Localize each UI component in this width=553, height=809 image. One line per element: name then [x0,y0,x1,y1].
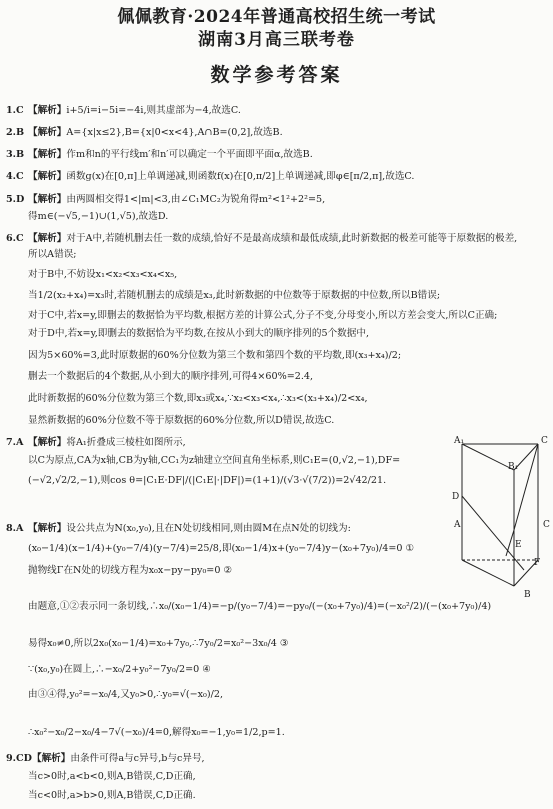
analysis-tag: 【解析】 [28,149,67,160]
answer-text: 由题意,①②表示同一条切线,∴x₀/(x₀−1/4)=−p/(y₀−7/4)=−py₀/(−(x₀+7y₀)/4)=(−x₀²/2)/(−(x₀+7y₀)/4) [28,601,492,612]
answer-text: ∵(x₀,y₀)在圆上,∴−x₀/2+y₀²−7y₀/2=0 ④ [28,664,211,675]
answer-text: 对于A中,若随机删去任一数的成绩,恰好不是最高成绩和最低成绩,此时新数据的极差可能等于原数据的极差, [66,233,518,244]
answer-line [28,688,223,701]
answer-text: i+5/i=i−5i=−4i,则其虚部为−4,故选C. [66,105,241,116]
answer-text: ∴x₀²−x₀/2−x₀/4−7√(−x₀)/4=0,解得x₀=−1,y₀=1/2,p=1. [28,727,285,738]
answer-line [6,193,325,206]
answer-text: 对于B中,不妨设x₁<x₂<x₃<x₄<x₅, [28,269,178,280]
question-number: 9.CD [6,753,32,764]
answer-line [28,248,77,261]
answer-line [6,436,186,449]
answer-line [28,414,334,427]
question-number: 4.C [6,171,24,182]
answer-line [28,789,196,802]
question-number: 2.B [6,127,25,138]
answer-line [28,770,196,783]
answer-line [28,474,386,487]
answer-line [28,600,491,613]
prism-figure [452,438,552,608]
question-number: 8.A [6,523,24,534]
figure-vertex-label: A [454,520,461,530]
header-line-1: 佩佩教育·2024年普通高校招生统一考试 [117,7,436,27]
figure-vertex-label: B [524,590,531,600]
answer-text: 以C为原点,CA为x轴,CB为y轴,CC₁为z轴建立空间直角坐标系,则C₁E=(0,√2,−1),DF= [28,455,401,466]
answer-line [6,126,283,139]
page-title: 数学参考答案 [210,64,343,86]
answer-line [28,392,368,405]
answer-line [28,210,168,223]
analysis-tag: 【解析】 [31,753,71,764]
figure-vertex-label: C [543,520,550,530]
answer-line [6,522,351,535]
answer-line [28,327,369,340]
figure-vertex-label: A₁ [454,436,465,446]
question-number: 5.D [6,194,25,205]
answer-text: 将A₁折叠成三棱柱如图所示, [66,437,186,448]
answer-line [6,752,205,765]
question-number: 3.B [6,149,25,160]
analysis-tag: 【解析】 [28,233,67,244]
answer-line [28,542,414,555]
answer-text: 由③④得,y₀²=−x₀/4,又y₀>0,∴y₀=√(−x₀)/2, [28,689,223,700]
analysis-tag: 【解析】 [28,127,67,138]
answer-line [6,104,241,117]
question-number: 7.A [6,437,24,448]
figure-vertex-label: D [452,492,460,502]
answer-line [28,454,400,467]
answer-text: 因为5×60%=3,此时原数据的60%分位数为第三个数和第四个数的平均数,即(x₃+x₄)/2; [28,350,402,361]
analysis-tag: 【解析】 [28,194,67,205]
answer-text: 当c<0时,a>b>0,则A,B错误,C,D正确. [28,790,196,801]
header-line-2: 湖南3月高三联考卷 [198,30,355,50]
question-number: 6.C [6,233,24,244]
answer-text: 显然新数据的60%分位数不等于原数据的60%分位数,所以D错误,故选C. [28,415,335,426]
answer-line [28,309,497,322]
answer-text: 由条件可得a与c异号,b与c异号, [70,753,205,764]
analysis-tag: 【解析】 [28,437,67,448]
question-number: 1.C [6,105,24,116]
answer-text: 抛物线Γ在N处的切线方程为x₀x−py−py₀=0 ② [28,565,233,576]
figure-vertex-label: B₁ [508,462,519,472]
analysis-tag: 【解析】 [28,171,67,182]
answer-text: 当c>0时,a<b<0,则A,B错误,C,D正确, [28,771,196,782]
answer-text: 设公共点为N(x₀,y₀),且在N处切线相同,则由圆M在点N处的切线为: [66,523,351,534]
answer-line [28,370,313,383]
answer-text: 所以A错误; [28,249,77,260]
figure-vertex-label: C [541,436,548,446]
answer-line [6,232,517,245]
answer-text: 当1/2(x₂+x₄)=x₃时,若随机删去的成绩是x₃,此时新数据的中位数等于原数据的中位数,所以B错误; [28,290,441,301]
analysis-tag: 【解析】 [28,523,67,534]
answer-text: 作m和n的平行线m′和n′可以确定一个平面即平面α,故选B. [66,149,313,160]
answer-text: (x₀−1/4)(x−1/4)+(y₀−7/4)(y−7/4)=25/8,即(x₀−1/4)x+(y₀−7/4)y−(x₀+7y₀)/4=0 ① [28,543,415,554]
answer-text: 由两圆相交得1<|m|<3,由∠C₁MC₂为锐角得m²<1²+2²=5, [66,194,326,205]
answer-line [28,726,285,739]
analysis-tag: 【解析】 [28,105,67,116]
answer-line [28,637,289,650]
answer-text: 删去一个数据后的4个数据,从小到大的顺序排列,可得4×60%=2.4, [28,371,314,382]
answer-line [28,268,177,281]
answer-text: (−√2,√2/2,−1),则cos θ=|C₁E·DF|/(|C₁E|·|DF|)=(1+1)/(√3·√(7/2))=2√42/21. [28,475,387,486]
answer-line [28,564,232,577]
answer-line [28,289,440,302]
answer-text: 对于C中,若x=y,即删去的数据恰为平均数,根据方差的计算公式,分子不变,分母变小,所以方差会变大,所以C正确; [28,310,498,321]
answer-line [6,170,414,183]
answer-line [28,349,401,362]
figure-vertex-label: E [515,540,522,550]
answer-text: 此时新数据的60%分位数为第三个数,即x₃或x₄,∵x₂<x₃<x₄,∴x₃<(x₃+x₄)/2<x₄, [28,393,368,404]
answer-text: 得m∈(−√5,−1)∪(1,√5),故选D. [28,211,169,222]
answer-text: 函数g(x)在[0,π]上单调递减,则函数f(x)在[0,π/2]上单调递减,即φ∈[π/2,π],故选C. [66,171,415,182]
answer-text: 对于D中,若x=y,即删去的数据恰为平均数,在按从小到大的顺序排列的5个数据中, [28,328,369,339]
figure-vertex-label: F [534,558,541,568]
answer-text: A={x|x≤2},B={x|0<x<4},A∩B=(0,2],故选B. [66,127,283,138]
answer-text: 易得x₀≠0,所以2x₀(x₀−1/4)=x₀+7y₀,∴7y₀/2=x₀²−3x₀/4 ③ [28,638,289,649]
answer-line [28,663,211,676]
answer-line [6,148,313,161]
